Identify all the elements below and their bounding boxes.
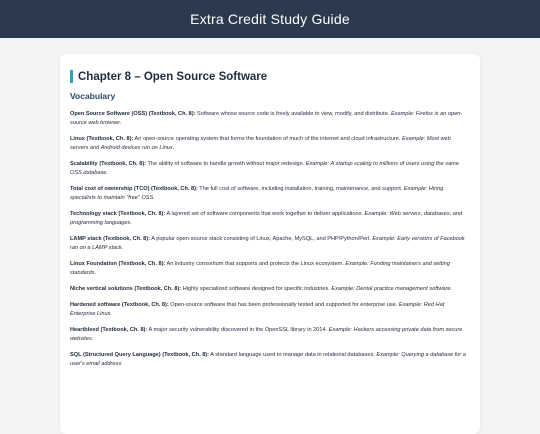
page-title: Extra Credit Study Guide: [190, 11, 350, 27]
study-guide-card: [60, 54, 480, 434]
term-name: Open Source Software (OSS) (Textbook, Ch. 8):: [70, 111, 196, 117]
section-heading-vocabulary: Vocabulary: [70, 91, 116, 101]
chapter-title: Chapter 8 – Open Source Software: [78, 70, 268, 83]
term-example: Example: Firefox is an open-source web browser.: [70, 111, 463, 126]
term-example: Example: Hiring specialists to maintain "free" OSS.: [70, 185, 444, 201]
term-definition: Highly specialized software designed for specific industries.: [182, 285, 330, 292]
term-example: Example: A startup scaling to millions of users using the same OSS database.: [70, 160, 459, 176]
vocab-item: [70, 110, 470, 127]
vocab-item: [70, 285, 470, 294]
term-name: Niche vertical solutions (Textbook, Ch. 8):: [70, 285, 182, 292]
term-example: Example: Hackers accessing private data from secure websites.: [70, 327, 463, 342]
chapter-accent-bar: [70, 70, 73, 83]
term-example: Example: Funding maintainers and setting standards.: [70, 260, 450, 276]
term-name: Technology stack (Textbook, Ch. 8):: [70, 210, 166, 217]
term-name: Linux Foundation (Textbook, Ch. 8):: [70, 260, 166, 267]
term-definition: Open-source software that has been professionally tested and supported for enterprise use.: [170, 302, 398, 309]
term-example: Example: Early versions of Facebook ran on a LAMP stack.: [70, 235, 465, 251]
vocab-item: [70, 326, 470, 343]
vocab-item: [70, 185, 470, 202]
term-definition: The ability of software to handle growth without major redesign.: [147, 160, 305, 167]
term-name: Scalability (Textbook, Ch. 8):: [70, 160, 147, 167]
vocab-item: [70, 260, 470, 277]
term-name: Total cost of ownership (TCO) (Textbook, Ch. 8):: [70, 185, 198, 192]
vocab-item: [70, 160, 470, 177]
term-name: LAMP stack (Textbook, Ch. 8):: [70, 235, 150, 242]
vocab-item: [70, 351, 470, 368]
term-definition: The full cost of software, including installation, training, maintenance, and support.: [199, 185, 403, 192]
vocabulary-list: [70, 110, 470, 368]
term-name: SQL (Structured Query Language) (Textbook, Ch. 8):: [70, 352, 210, 359]
term-definition: A layered set of software components that work together to deliver applications.: [166, 210, 363, 217]
chapter-heading: [70, 70, 470, 83]
vocab-item: [70, 235, 470, 252]
term-example: Example: Dental practice management software.: [331, 285, 453, 292]
term-example: Example: Red Hat Enterprise Linux.: [70, 302, 445, 317]
term-example: Example: Web servers, databases, and programming languages.: [70, 210, 463, 226]
term-definition: Software whose source code is freely available to view, modify, and distribute.: [197, 111, 390, 117]
term-definition: A standard language used to manage data in relational databases.: [210, 352, 375, 359]
term-example: Example: Most web servers and Android devices run on Linux.: [70, 135, 451, 151]
term-example: Example: Querying a database for a user's email address.: [70, 352, 466, 367]
term-definition: A popular open-source stack consisting of Linux, Apache, MySQL, and PHP/Python/Perl.: [151, 235, 371, 242]
term-definition: A major security vulnerability discovered in the OpenSSL library in 2014.: [148, 327, 328, 334]
top-header-bar: [0, 0, 540, 38]
vocab-item: [70, 210, 470, 227]
term-name: Heartbleed (Textbook, Ch. 8):: [70, 327, 148, 334]
term-name: Hardened software (Textbook, Ch. 8):: [70, 302, 169, 309]
term-definition: An industry consortium that supports and protects the Linux ecosystem.: [166, 260, 344, 267]
vocab-item: [70, 301, 470, 318]
term-name: Linux (Textbook, Ch. 8):: [70, 135, 134, 142]
vocab-item: [70, 135, 470, 152]
term-definition: An open-source operating system that forms the foundation of much of the internet and cloud infrastructure.: [134, 135, 401, 142]
